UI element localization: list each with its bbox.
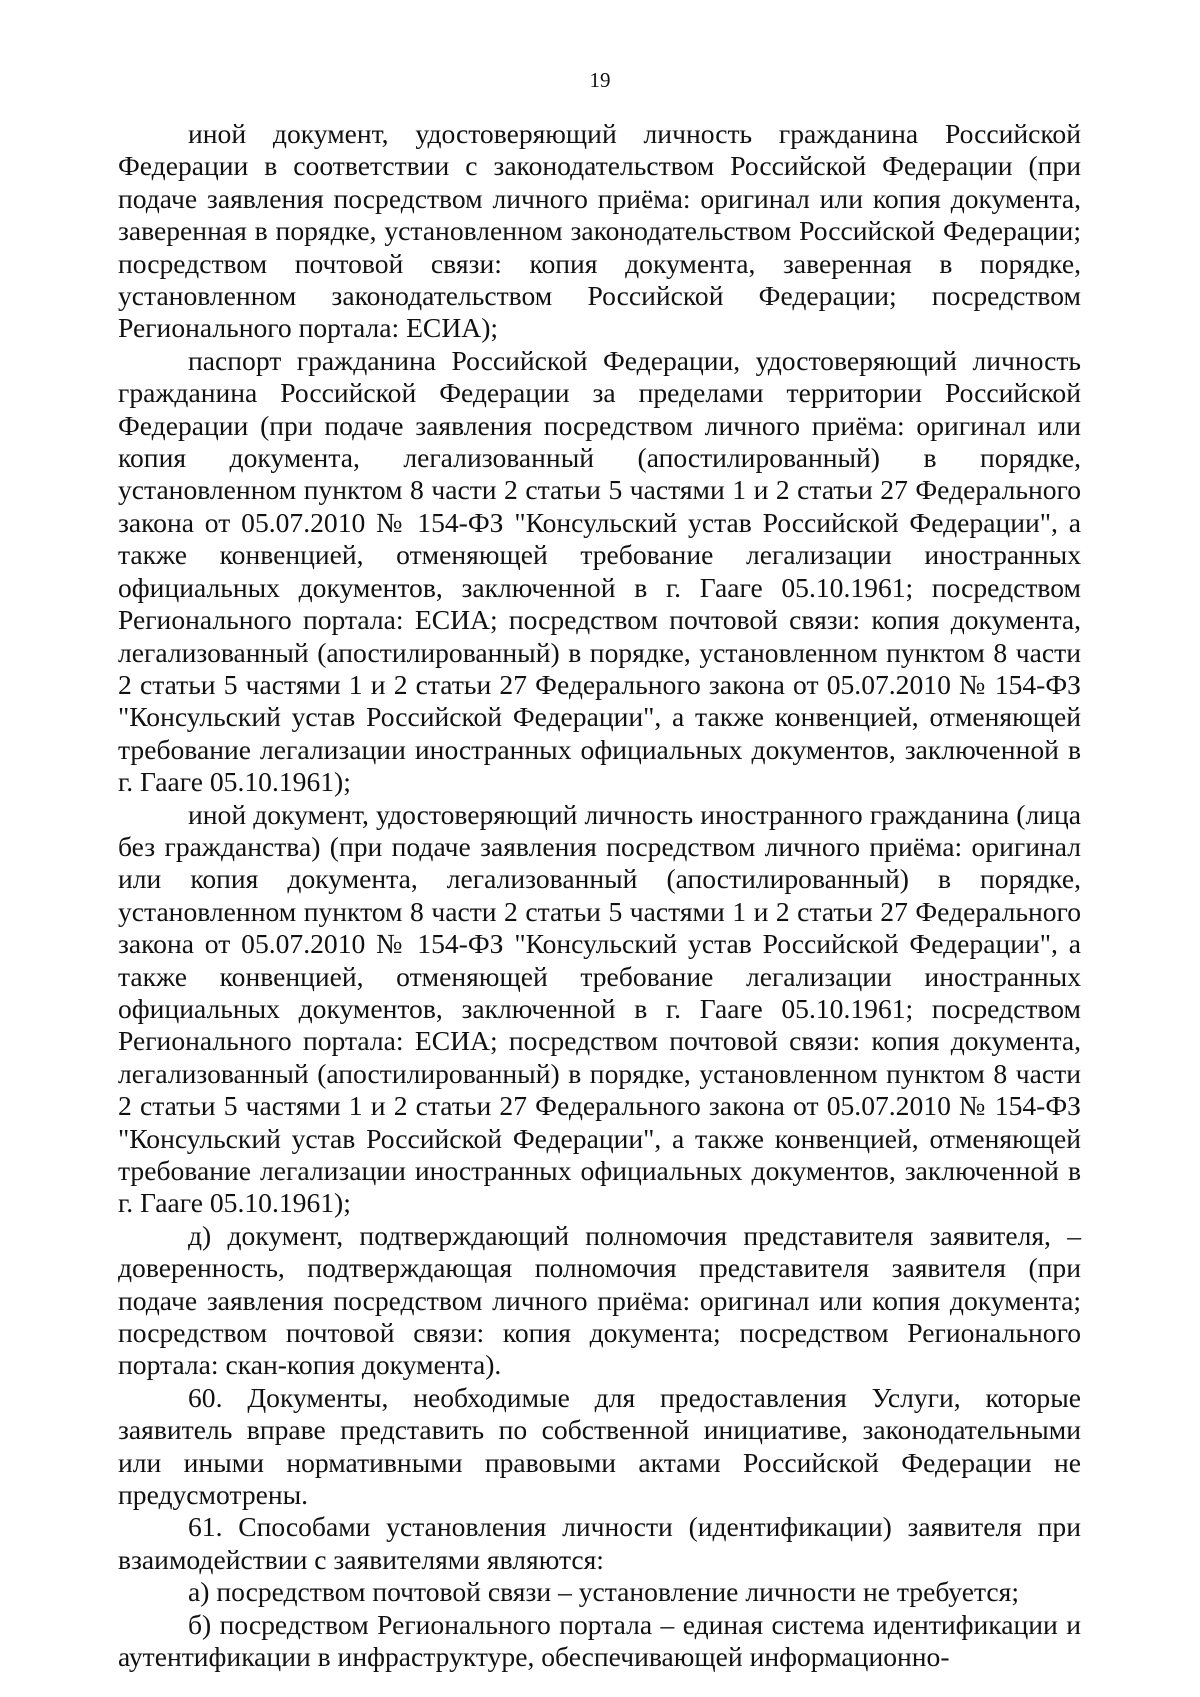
paragraph-item-61-b: б) посредством Регионального портала – единая система идентификации и аутентификации в инфраструктуре, обеспечивающей информационно-: [118, 1608, 1081, 1673]
paragraph-foreign-passport: паспорт гражданина Российской Федерации, удостоверяющий личность гражданина Российской Федерации за пределами территории Российской Федерации (при подаче заявления посредством личного приёма: оригинал или копия документа, легализованный (апостилированный) в порядке, установленном пунктом 8 части 2 статьи 5 частями 1 и 2 статьи 27 Федерального закона от 05.07.2010 № 154-ФЗ "Консульский устав Российской Федерации", а также конвенцией, отменяющей требование легализации иностранных официальных документов, заключенной в г. Гааге 05.10.1961; посредством Регионального портала: ЕСИА; посредством почтовой связи: копия документа, легализованный (апостилированный) в порядке, установленном пунктом 8 части 2 статьи 5 частями 1 и 2 статьи 27 Федерального закона от 05.07.2010 № 154-ФЗ "Консульский устав Российской Федерации", а также конвенцией, отменяющей требование легализации иностранных официальных документов, заключенной в г. Гааге 05.10.1961);: [118, 344, 1081, 798]
paragraph-item-61-a: а) посредством почтовой связи – установление личности не требуется;: [188, 1576, 1019, 1608]
page-number: 19: [589, 68, 611, 92]
paragraph-representative-authority: д) документ, подтверждающий полномочия представителя заявителя, – доверенность, подтверждающая полномочия представителя заявителя (при подаче заявления посредством личного приёма: оригинал или копия документа; посредством почтовой связи: копия документа; посредством Регионального портала: скан-копия документа).: [118, 1219, 1081, 1381]
paragraph-item-60: 60. Документы, необходимые для предоставления Услуги, которые заявитель вправе представить по собственной инициативе, законодательными или иными нормативными правовыми актами Российской Федерации не предусмотрены.: [118, 1381, 1081, 1511]
document-body: [118, 118, 1081, 1674]
paragraph-foreign-citizen-document: иной документ, удостоверяющий личность иностранного гражданина (лица без гражданства) (при подаче заявления посредством личного приёма: оригинал или копия документа, легализованный (апостилированный) в порядке, установленном пунктом 8 части 2 статьи 5 частями 1 и 2 статьи 27 Федерального закона от 05.07.2010 № 154-ФЗ "Консульский устав Российской Федерации", а также конвенцией, отменяющей требование легализации иностранных официальных документов, заключенной в г. Гааге 05.10.1961; посредством Регионального портала: ЕСИА; посредством почтовой связи: копия документа, легализованный (апостилированный) в порядке, установленном пунктом 8 части 2 статьи 5 частями 1 и 2 статьи 27 Федерального закона от 05.07.2010 № 154-ФЗ "Консульский устав Российской Федерации", а также конвенцией, отменяющей требование легализации иностранных официальных документов, заключенной в г. Гааге 05.10.1961);: [118, 798, 1081, 1219]
paragraph-identity-document-rf: иной документ, удостоверяющий личность гражданина Российской Федерации в соответствии с законодательством Российской Федерации (при подаче заявления посредством личного приёма: оригинал или копия документа, заверенная в порядке, установленном законодательством Российской Федерации; посредством почтовой связи: копия документа, заверенная в порядке, установленном законодательством Российской Федерации; посредством Регионального портала: ЕСИА);: [118, 118, 1081, 344]
paragraph-item-61: 61. Способами установления личности (идентификации) заявителя при взаимодействии с заявителями являются:: [118, 1511, 1081, 1575]
